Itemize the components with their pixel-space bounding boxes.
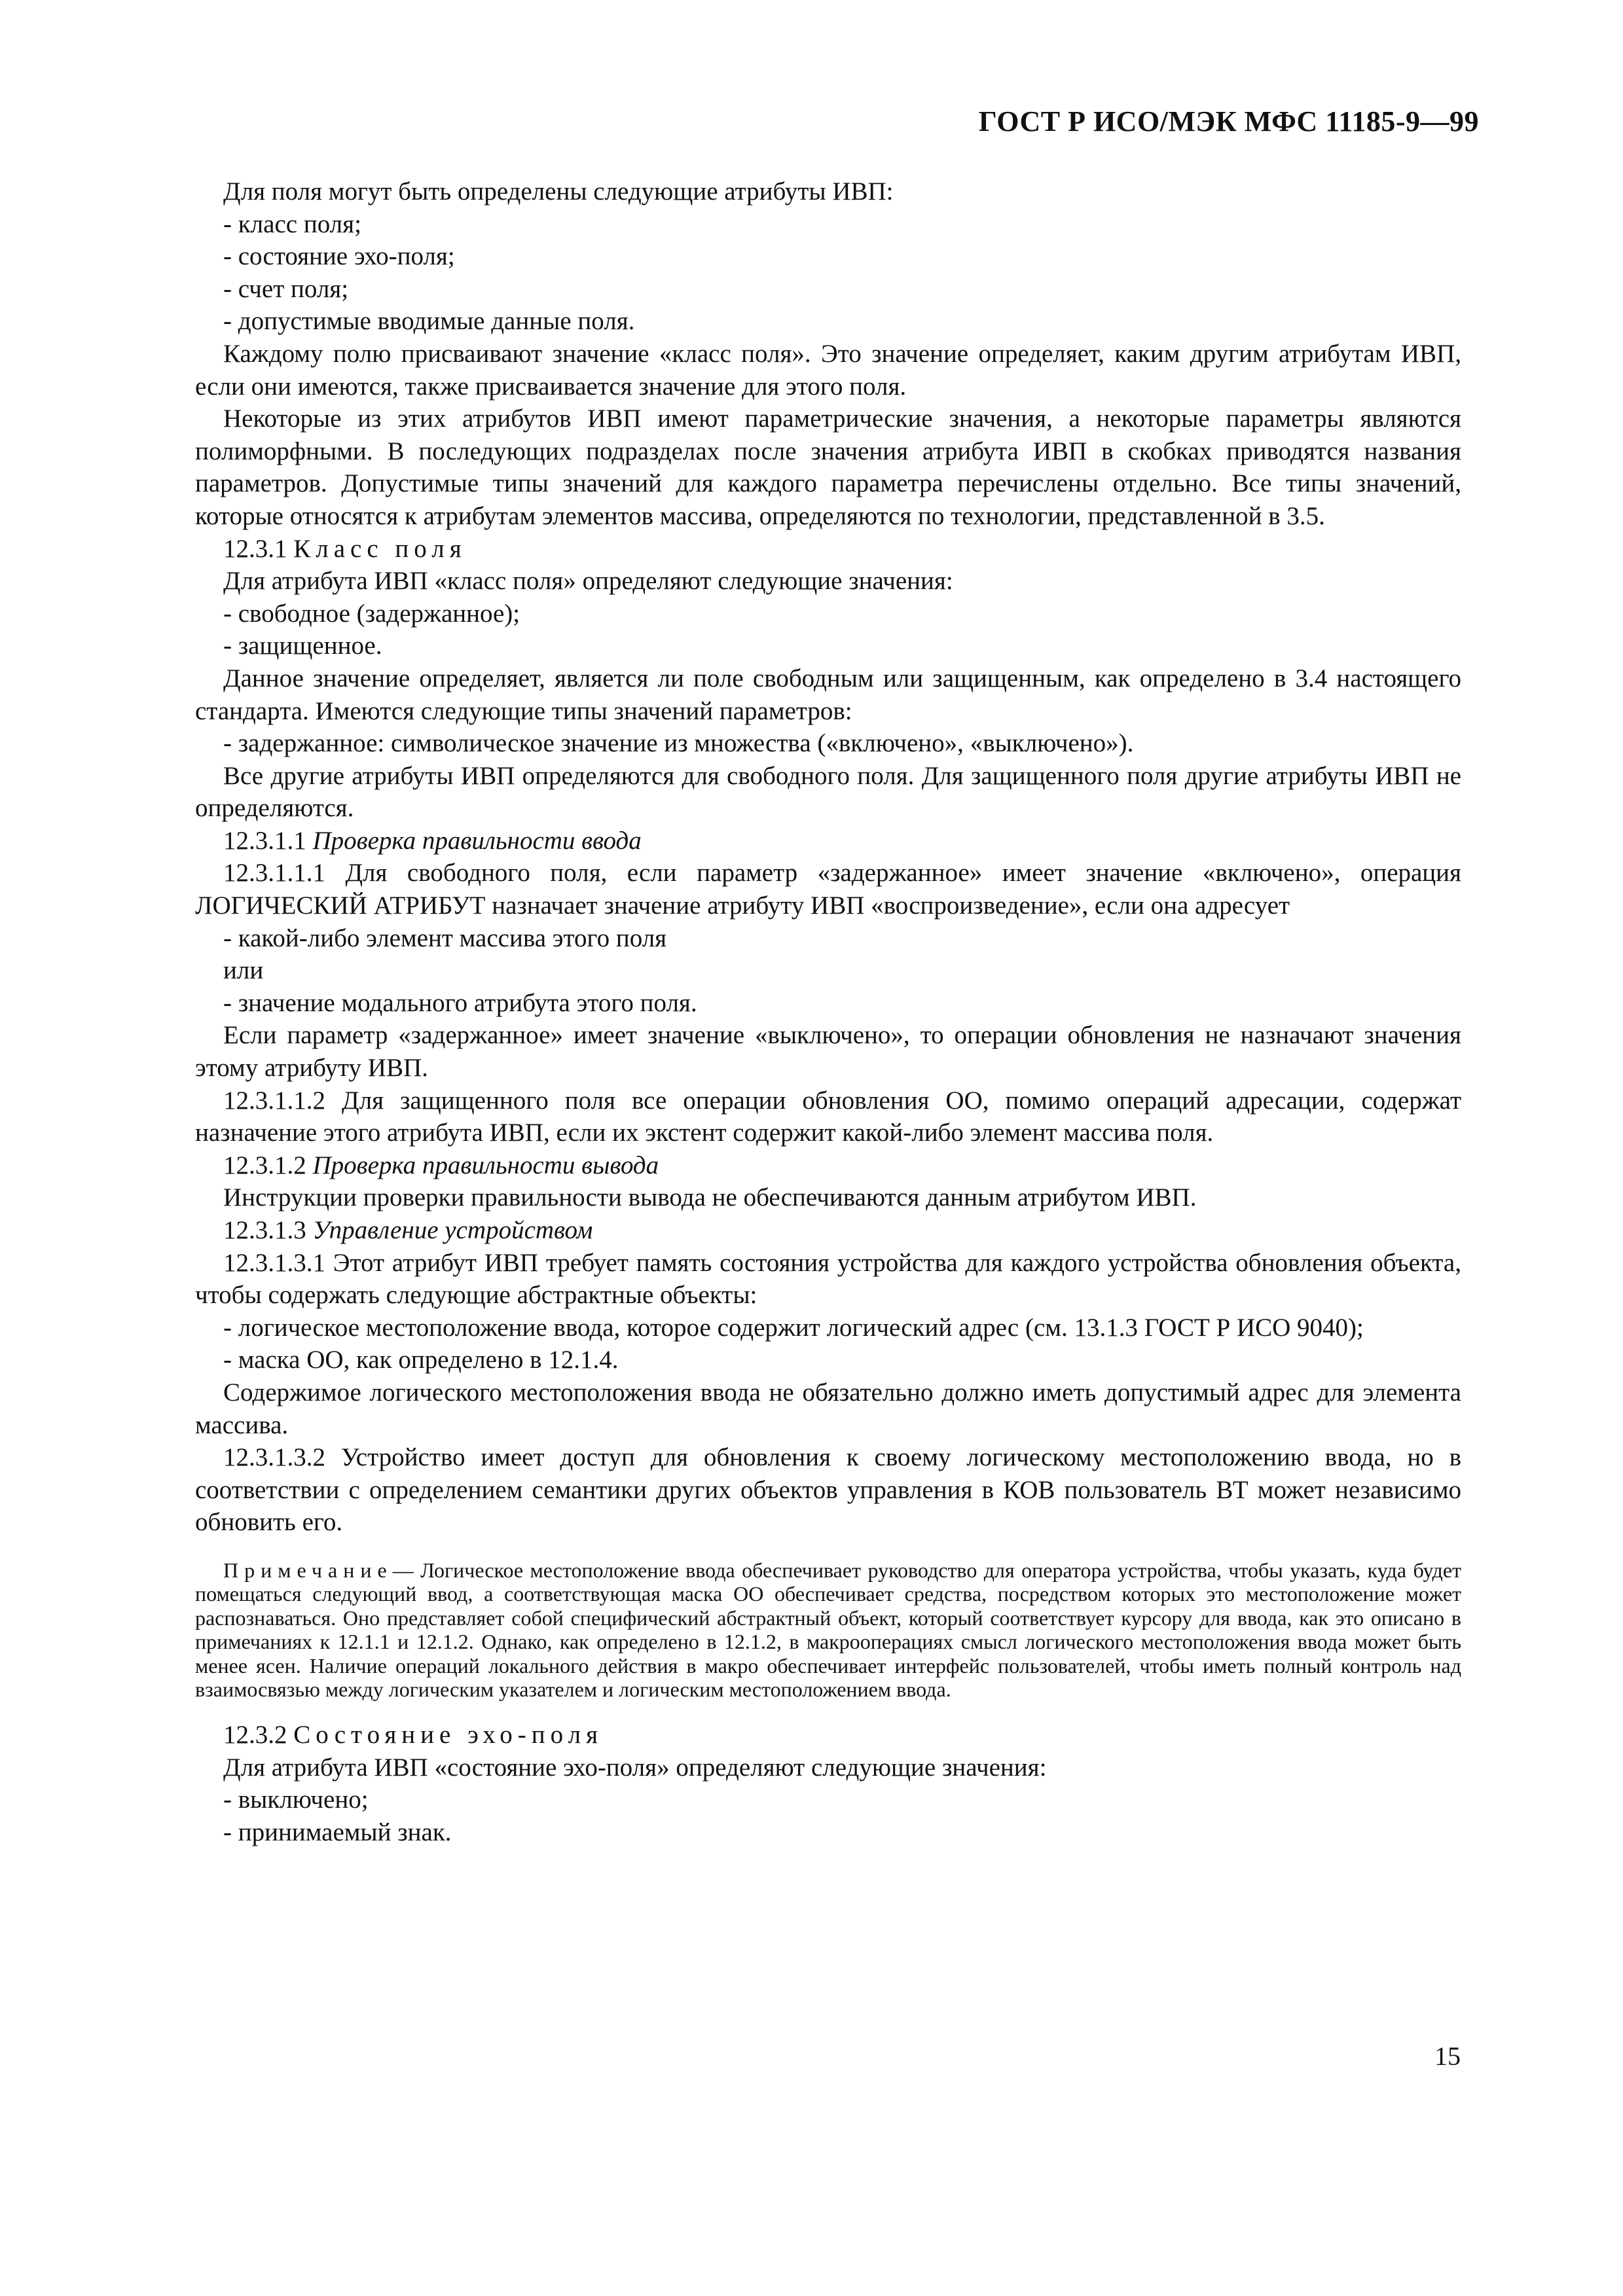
paragraph: Некоторые из этих атрибутов ИВП имеют параметрические значения, а некоторые параметры являются полиморфными. В последующих подразделах после значения атрибута ИВП в скобках приводятся названия параметров. Допустимые типы значений для каждого параметра перечислены отдельно. Все типы значений, которые относятся к атрибутам элементов массива, определяются по технологии, представленной в 3.5. (195, 404, 1461, 530)
note-label: Примечание (223, 1558, 393, 1582)
paragraph: 12.3.1.3.2 Устройство имеет доступ для обновления к своему логическому местоположению ввода, но в соответствии с определением семантики других объектов управления в КОВ пользователь ВТ может независимо обновить его. (195, 1443, 1461, 1537)
section-title: Проверка правильности ввода (312, 826, 642, 855)
paragraph: Инструкции проверки правильности вывода не обеспечиваются данным атрибутом ИВП. (223, 1183, 1197, 1212)
section-title: Класс поля (293, 534, 467, 563)
paragraph: 12.3.1.3.1 Этот атрибут ИВП требует память состояния устройства для каждого устройства обновления объекта, чтобы содержать следующие абстрактные объекты: (195, 1248, 1461, 1310)
paragraph: Все другие атрибуты ИВП определяются для свободного поля. Для защищенного поля другие атрибуты ИВП не определяются. (195, 761, 1461, 823)
paragraph: Для поля могут быть определены следующие атрибуты ИВП: (223, 177, 894, 206)
paragraph: 12.3.1.1.2 Для защищенного поля все операции обновления ОО, помимо операций адресации, содержат назначение этого атрибута ИВП, если их экстент содержит какой-либо элемент массива поля. (195, 1086, 1461, 1147)
section-number: 12.3.1 (223, 534, 287, 563)
section-heading (195, 1719, 1461, 1751)
note-text: — Логическое местоположение ввода обеспечивает руководство для оператора устройства, чтобы указать, куда будет помещаться следующий ввод, а соответствующая маска ОО обеспечивает средства, посредством которых это местоположение может распознаваться. Оно представляет собой специфический абстрактный объект, который соответствует курсору для ввода, как это описано в примечаниях к 12.1.1 и 12.1.2. Однако, как определено в 12.1.2, в макрооперациях смысл логического местоположения ввода может быть менее ясен. Наличие операций локального действия в макро обеспечивает интерфейс пользователей, чтобы иметь полный контроль над взаимосвязью между логическим указателем и логическим местоположением ввода. (195, 1558, 1461, 1702)
section-heading (195, 1214, 1461, 1247)
section-heading (195, 825, 1461, 857)
paragraph: - принимаемый знак. (223, 1818, 452, 1846)
section-number: 12.3.1.3 (223, 1216, 306, 1244)
paragraph: - счет поля; (223, 274, 349, 303)
standard-header: ГОСТ Р ИСО/МЭК МФС 11185-9—99 (978, 105, 1479, 137)
document-body (195, 175, 1461, 1848)
paragraph: - свободное (задержанное); (223, 599, 520, 628)
paragraph: - состояние эхо-поля; (223, 242, 455, 271)
paragraph: - значение модального атрибута этого поля. (223, 988, 697, 1017)
paragraph: - логическое местоположение ввода, которое содержит логический адрес (см. 13.1.3 ГОСТ Р ИСО 9040); (223, 1313, 1364, 1342)
paragraph: Данное значение определяет, является ли поле свободным или защищенным, как определено в 3.4 настоящего стандарта. Имеются следующие типы значений параметров: (195, 664, 1461, 725)
paragraph: - маска ОО, как определено в 12.1.4. (223, 1346, 619, 1374)
paragraph: - защищенное. (223, 632, 382, 660)
note (195, 1558, 1461, 1702)
section-heading (195, 533, 1461, 565)
paragraph: - выключено; (223, 1785, 369, 1814)
paragraph: Для атрибута ИВП «состояние эхо-поля» определяют следующие значения: (223, 1753, 1047, 1782)
section-number: 12.3.1.1 (223, 826, 306, 855)
section-title: Состояние эхо-поля (293, 1720, 604, 1749)
section-title: Управление устройством (312, 1216, 593, 1244)
paragraph: - класс поля; (223, 209, 361, 238)
section-number: 12.3.2 (223, 1720, 287, 1749)
paragraph: Для атрибута ИВП «класс поля» определяют следующие значения: (223, 567, 953, 596)
paragraph: - задержанное: символическое значение из множества («включено», «выключено»). (223, 729, 1134, 758)
paragraph: 12.3.1.1.1 Для свободного поля, если параметр «задержанное» имеет значение «включено», операция ЛОГИЧЕСКИЙ АТРИБУТ назначает значение атрибуту ИВП «воспроизведение», если она адресует (195, 859, 1461, 920)
paragraph: - какой-либо элемент массива этого поля (223, 924, 667, 952)
page-number: 15 (1434, 2041, 1461, 2071)
section-heading (195, 1149, 1461, 1182)
section-number: 12.3.1.2 (223, 1151, 306, 1179)
paragraph: Каждому полю присваивают значение «класс поля». Это значение определяет, каким другим атрибутам ИВП, если они имеются, также присваивается значение для этого поля. (195, 339, 1461, 401)
paragraph: или (223, 956, 264, 985)
paragraph: Если параметр «задержанное» имеет значение «выключено», то операции обновления не назначают значения этому атрибуту ИВП. (195, 1021, 1461, 1083)
paragraph: Содержимое логического местоположения ввода не обязательно должно иметь допустимый адрес для элемента массива. (195, 1378, 1461, 1439)
section-title: Проверка правильности вывода (312, 1151, 659, 1179)
paragraph: - допустимые вводимые данные поля. (223, 307, 635, 336)
